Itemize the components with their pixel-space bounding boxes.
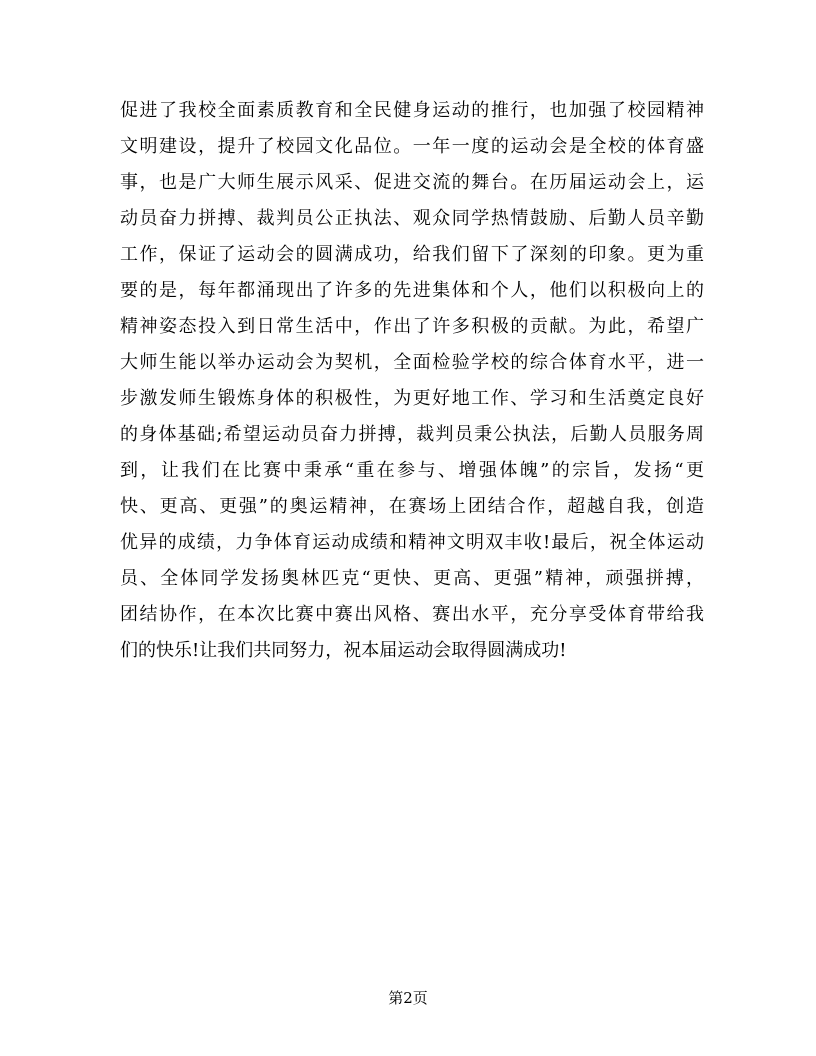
text-line: 团结协作，在本次比赛中赛出风格、赛出水平，充分享受体育带给我 — [120, 604, 704, 625]
text-line: 工作，保证了运动会的圆满成功，给我们留下了深刻的印象。更为重 — [120, 244, 704, 265]
text-line: 员、全体同学发扬奥林匹克“更快、更高、更强”精神，顽强拼搏， — [120, 568, 704, 589]
text-line: 的身体基础;希望运动员奋力拼搏，裁判员秉公执法，后勤人员服务周 — [120, 424, 704, 445]
text-line: 精神姿态投入到日常生活中，作出了许多积极的贡献。为此，希望广 — [120, 316, 704, 337]
text-line: 动员奋力拼搏、裁判员公正执法、观众同学热情鼓励、后勤人员辛勤 — [120, 208, 704, 229]
text-line: 事，也是广大师生展示风采、促进交流的舞台。在历届运动会上，运 — [120, 172, 704, 193]
body-text — [120, 93, 704, 669]
text-line: 到，让我们在比赛中秉承“重在参与、增强体魄”的宗旨，发扬“更 — [120, 460, 704, 481]
text-line: 大师生能以举办运动会为契机，全面检验学校的综合体育水平，进一 — [120, 352, 704, 373]
text-line: 步激发师生锻炼身体的积极性，为更好地工作、学习和生活奠定良好 — [120, 388, 704, 409]
page-number-footer: 第2页 — [388, 989, 428, 1007]
text-line: 们的快乐!让我们共同努力，祝本届运动会取得圆满成功! — [120, 640, 567, 661]
text-line: 快、更高、更强”的奥运精神，在赛场上团结合作，超越自我，创造 — [120, 496, 704, 517]
text-line: 要的是，每年都涌现出了许多的先进集体和个人，他们以积极向上的 — [120, 280, 704, 301]
text-line: 优异的成绩，力争体育运动成绩和精神文明双丰收!最后，祝全体运动 — [120, 532, 704, 553]
text-line: 促进了我校全面素质教育和全民健身运动的推行，也加强了校园精神 — [120, 100, 704, 121]
text-line: 文明建设，提升了校园文化品位。一年一度的运动会是全校的体育盛 — [120, 136, 704, 157]
